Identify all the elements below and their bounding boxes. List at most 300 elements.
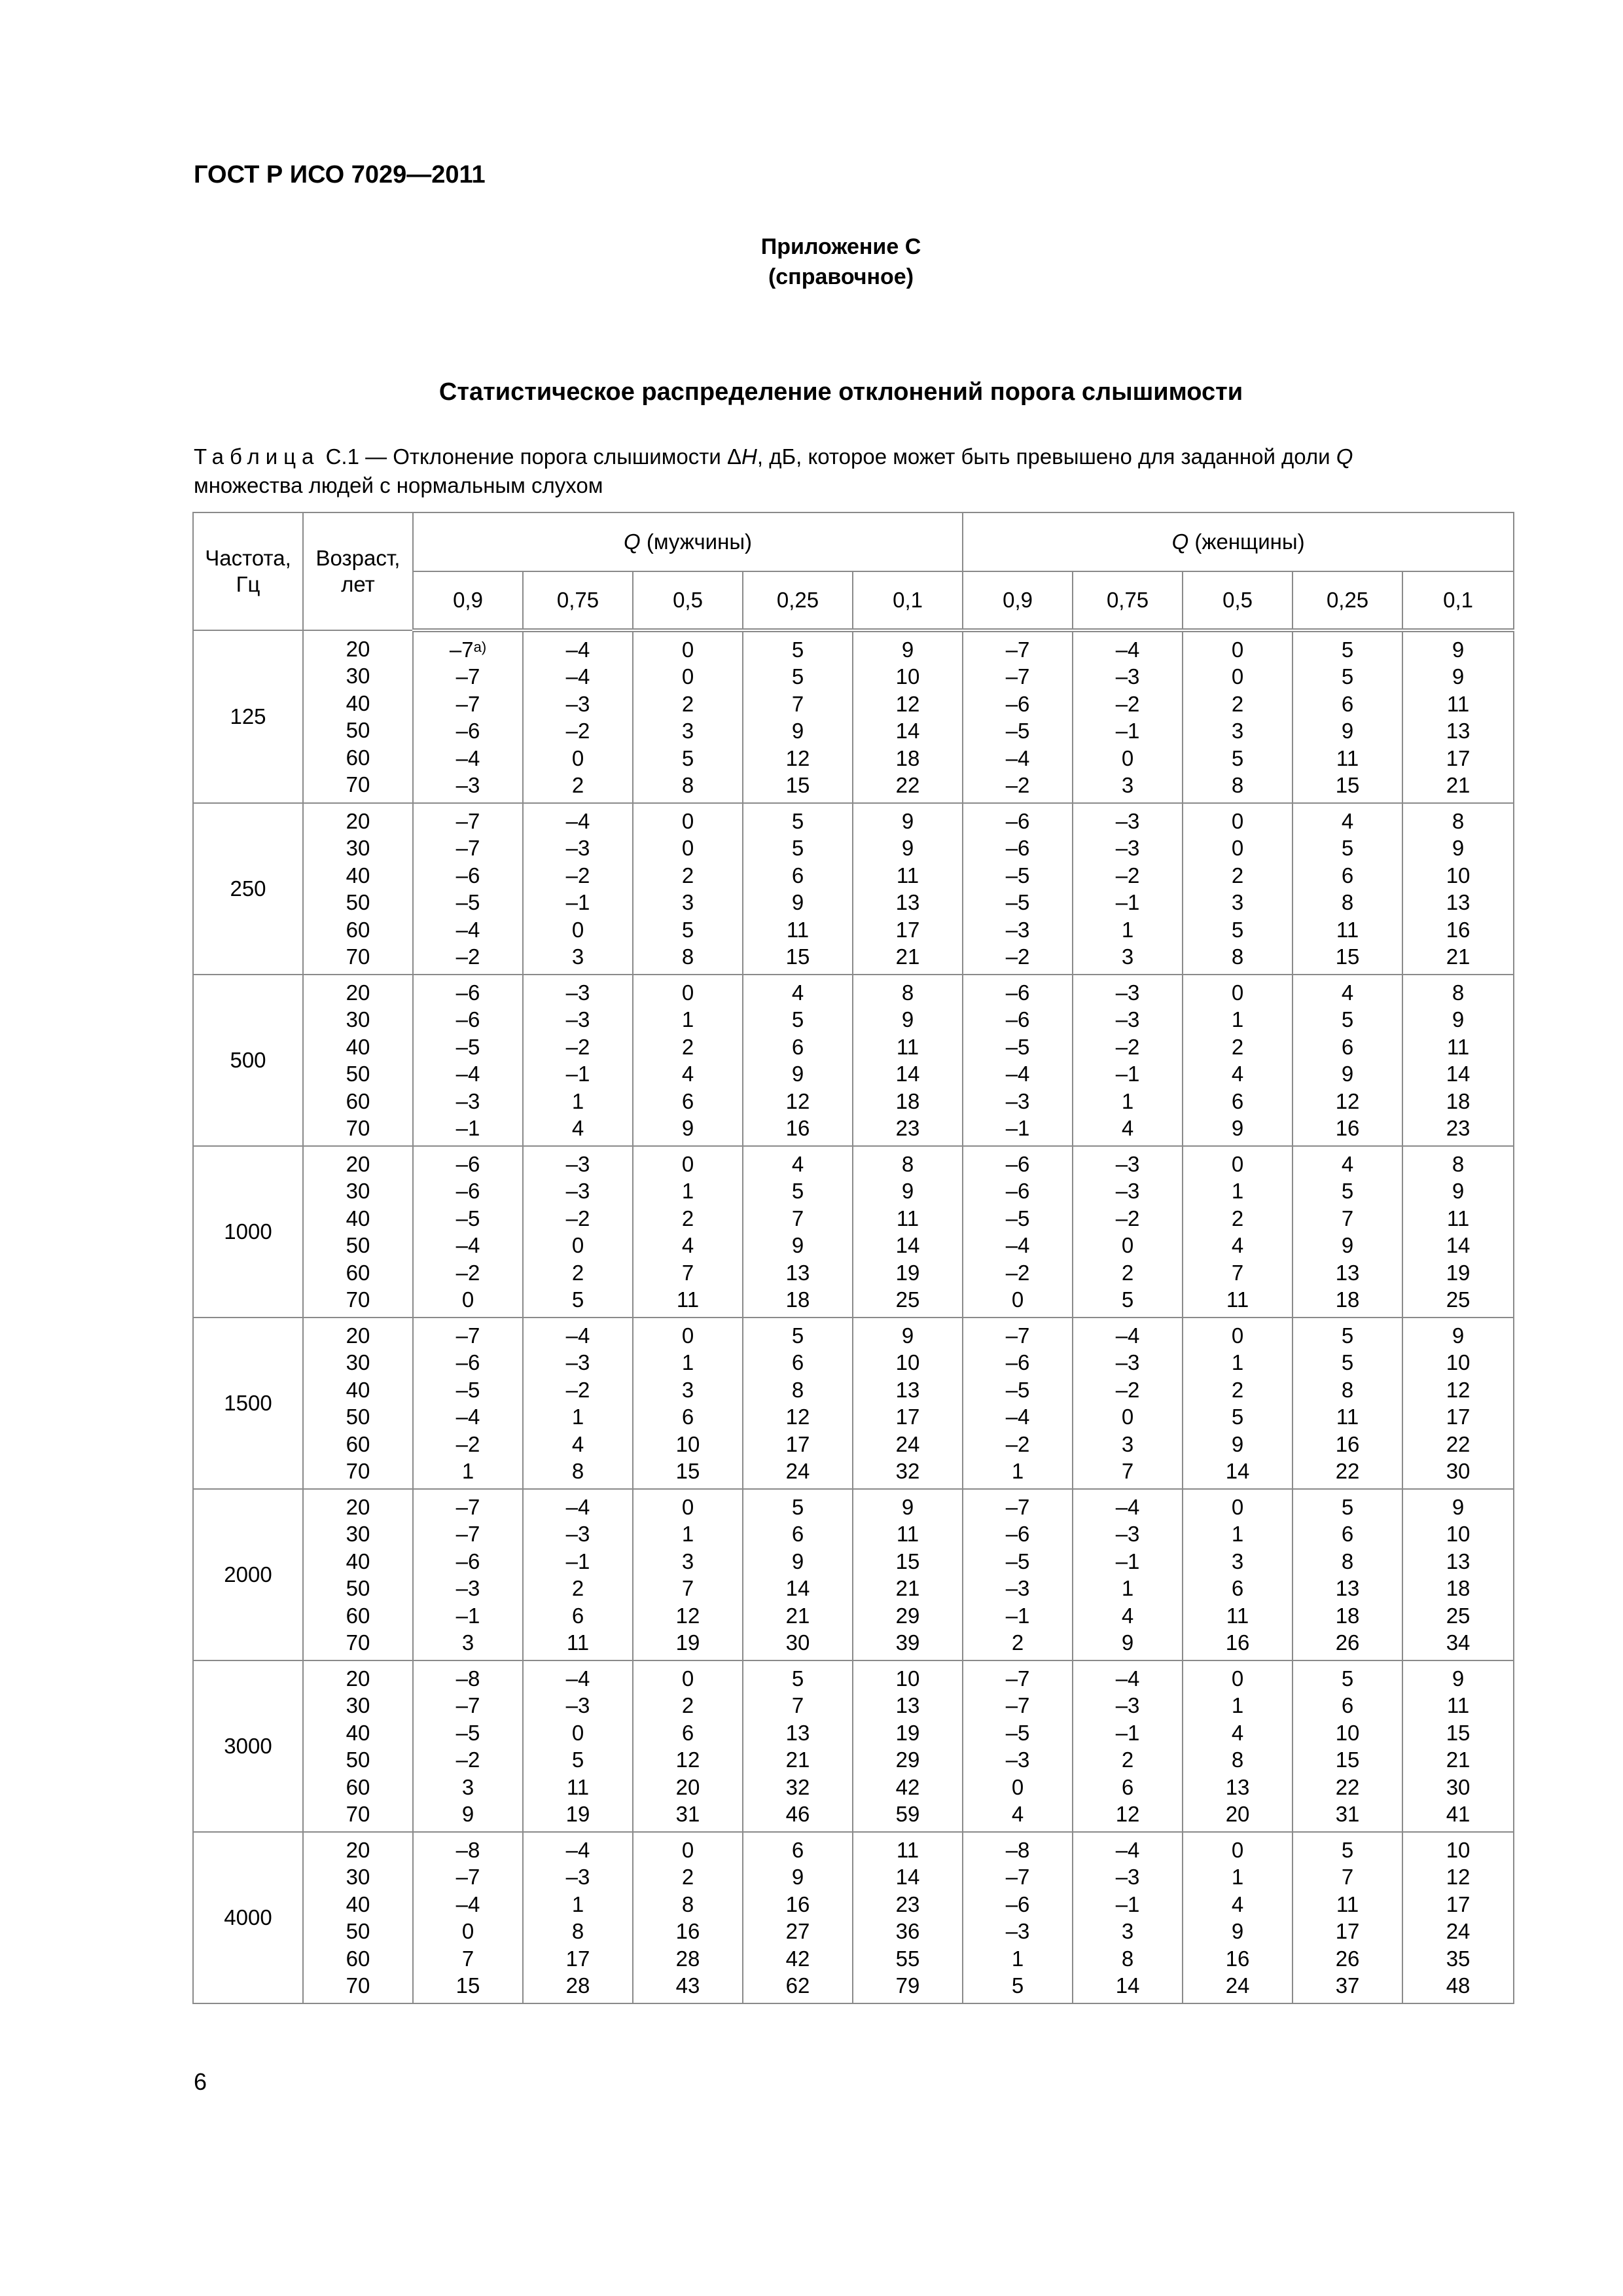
threshold-value: –3	[1115, 1865, 1140, 1889]
value-cell-women	[1073, 1489, 1183, 1660]
threshold-value: 30	[785, 1630, 810, 1655]
threshold-value: 6	[681, 1405, 694, 1429]
threshold-value: 1	[681, 1350, 694, 1374]
value-cell-men	[633, 1660, 743, 1832]
threshold-value: 12	[1335, 1088, 1360, 1113]
threshold-value: 6	[1341, 863, 1354, 888]
age-value: 20	[346, 1837, 370, 1862]
threshold-value: 14	[785, 1576, 810, 1600]
threshold-value: 2	[1231, 1377, 1244, 1402]
age-value: 50	[346, 1919, 370, 1943]
threshold-value: –3	[1115, 980, 1140, 1005]
threshold-value: 9	[681, 1116, 694, 1140]
threshold-value: –8	[455, 1666, 480, 1691]
value-cell-women	[1402, 975, 1514, 1146]
threshold-value: 5	[791, 664, 804, 689]
value-cell-men	[523, 630, 633, 803]
threshold-value: –6	[455, 980, 480, 1005]
threshold-value: –4	[565, 664, 590, 689]
threshold-value: 5	[1231, 745, 1244, 770]
threshold-value: 18	[785, 1287, 810, 1312]
threshold-value: 10	[1446, 1837, 1471, 1862]
threshold-value: 11	[896, 1837, 919, 1862]
age-value: 50	[346, 718, 370, 742]
threshold-value: 6	[791, 863, 804, 888]
threshold-value: 6	[681, 1720, 694, 1745]
threshold-value: 15	[895, 1549, 920, 1573]
age-value: 60	[346, 1946, 370, 1971]
threshold-value: 1	[1231, 1350, 1244, 1374]
age-value: 60	[346, 745, 370, 770]
threshold-value: 4	[1341, 1151, 1354, 1176]
threshold-value: 12	[675, 1748, 700, 1772]
threshold-value: 1	[1231, 1865, 1244, 1889]
threshold-value: 0	[1231, 664, 1244, 689]
age-value: 20	[346, 980, 370, 1005]
value-cell-women	[1073, 1832, 1183, 2003]
threshold-value: –3	[1005, 1088, 1030, 1113]
threshold-value: –5	[455, 1206, 480, 1230]
value-cell-women	[1402, 1318, 1514, 1489]
threshold-value: 5	[1341, 664, 1354, 689]
threshold-value: 34	[1446, 1630, 1471, 1655]
table-row	[193, 1146, 1514, 1318]
threshold-value: 6	[1341, 691, 1354, 716]
age-value: 50	[346, 890, 370, 914]
threshold-value: –1	[565, 1549, 590, 1573]
threshold-value: –4	[1115, 1323, 1140, 1348]
threshold-value: 32	[785, 1774, 810, 1799]
threshold-value: 0	[681, 1323, 694, 1348]
threshold-value: –2	[565, 863, 590, 888]
threshold-value: 6	[1341, 1522, 1354, 1546]
threshold-value: –3	[565, 1522, 590, 1546]
threshold-value: 17	[895, 1405, 920, 1429]
age-value: 70	[346, 1630, 370, 1655]
value-cell-men	[853, 803, 963, 975]
threshold-value: 17	[1446, 1405, 1471, 1429]
value-cell-women	[1183, 1318, 1293, 1489]
threshold-value: 6	[1341, 1034, 1354, 1059]
threshold-value: 16	[675, 1919, 700, 1943]
threshold-value: 8	[1452, 1151, 1465, 1176]
threshold-value: 20	[675, 1774, 700, 1799]
threshold-value: 0	[571, 1720, 584, 1745]
threshold-value: –4	[565, 808, 590, 833]
caption-label: Таблица	[194, 444, 320, 469]
threshold-value: 10	[895, 1350, 920, 1374]
value-cell-women	[1293, 803, 1402, 975]
frequency-cell: 1000	[193, 1146, 303, 1318]
threshold-value: –3	[1115, 836, 1140, 860]
threshold-value: 5	[791, 1007, 804, 1031]
threshold-value: –1	[455, 1116, 480, 1140]
threshold-value: 12	[785, 1405, 810, 1429]
frequency-cell: 1500	[193, 1318, 303, 1489]
threshold-value: 9	[1452, 1666, 1465, 1691]
value-cell-women	[1073, 803, 1183, 975]
threshold-value: 48	[1446, 1973, 1471, 1998]
threshold-value: 17	[895, 917, 920, 942]
threshold-value: 12	[1446, 1865, 1471, 1889]
threshold-value: 43	[675, 1973, 700, 1998]
threshold-value: 0	[1231, 637, 1244, 662]
value-cell-men	[413, 630, 523, 803]
value-cell-women	[1183, 803, 1293, 975]
threshold-value: 2	[571, 1260, 584, 1285]
threshold-value: –7	[455, 664, 480, 689]
threshold-value: 17	[1446, 745, 1471, 770]
frequency-cell: 2000	[193, 1489, 303, 1660]
threshold-value: –2	[1115, 1034, 1140, 1059]
threshold-value: 15	[785, 773, 810, 797]
threshold-value: 17	[565, 1946, 590, 1971]
threshold-value: –1	[1115, 1062, 1140, 1086]
age-cell	[303, 630, 413, 803]
threshold-value: –7	[455, 1323, 480, 1348]
age-value: 60	[346, 1774, 370, 1799]
threshold-value: 7	[791, 1693, 804, 1717]
threshold-value: 11	[896, 863, 919, 888]
threshold-value: 10	[1446, 1350, 1471, 1374]
threshold-value: 29	[895, 1603, 920, 1628]
threshold-value: 0	[1011, 1774, 1024, 1799]
threshold-value: –8	[1005, 1837, 1030, 1862]
age-value: 50	[346, 1748, 370, 1772]
threshold-value: 7	[1341, 1206, 1354, 1230]
threshold-value: 11	[1446, 1693, 1470, 1717]
threshold-value: 10	[675, 1431, 700, 1456]
threshold-value: 4	[1231, 1233, 1244, 1257]
threshold-value: 21	[895, 944, 920, 969]
threshold-value: 13	[1446, 1549, 1471, 1573]
threshold-value: 7	[681, 1576, 694, 1600]
q-level-women-2: 0,5	[1183, 571, 1293, 630]
threshold-value: –5	[455, 1377, 480, 1402]
threshold-value: 11	[1226, 1603, 1249, 1628]
threshold-value: 5	[1231, 917, 1244, 942]
threshold-value: 22	[1335, 1459, 1360, 1483]
header-q-men: Q (мужчины)	[413, 512, 963, 571]
value-cell-men	[743, 1318, 853, 1489]
threshold-value: 26	[1335, 1630, 1360, 1655]
threshold-value: 5	[791, 808, 804, 833]
value-cell-women	[1183, 1660, 1293, 1832]
threshold-value: 0	[1231, 1837, 1244, 1862]
threshold-value: 8	[1452, 980, 1465, 1005]
age-cell	[303, 1660, 413, 1832]
table-row	[193, 803, 1514, 975]
threshold-value: –3	[565, 1151, 590, 1176]
threshold-value: 5	[1341, 1323, 1354, 1348]
threshold-value: –3	[565, 980, 590, 1005]
threshold-value: –2	[565, 1377, 590, 1402]
threshold-value: 7	[1231, 1260, 1244, 1285]
value-cell-men	[523, 975, 633, 1146]
age-value: 60	[346, 1431, 370, 1456]
threshold-value: 1	[461, 1459, 474, 1483]
value-cell-men	[853, 1489, 963, 1660]
threshold-value: –4	[455, 745, 480, 770]
threshold-value: 3	[1121, 773, 1134, 797]
age-cell	[303, 975, 413, 1146]
threshold-value: 2	[681, 691, 694, 716]
threshold-value: 9	[1452, 1323, 1465, 1348]
threshold-value: –4	[1005, 745, 1030, 770]
q-level-men-2: 0,5	[633, 571, 743, 630]
value-cell-women	[1073, 975, 1183, 1146]
age-value: 30	[346, 1693, 370, 1717]
age-value: 40	[346, 1720, 370, 1745]
threshold-value: 26	[1335, 1946, 1360, 1971]
threshold-value: 14	[1446, 1233, 1471, 1257]
threshold-value: 31	[675, 1802, 700, 1826]
threshold-value: 0	[571, 1233, 584, 1257]
age-value: 70	[346, 1802, 370, 1826]
value-cell-women	[1402, 1146, 1514, 1318]
table-row	[193, 630, 1514, 803]
table-row	[193, 1318, 1514, 1489]
threshold-value: –2	[565, 719, 590, 743]
threshold-value: 7	[461, 1946, 474, 1971]
threshold-value: 4	[681, 1062, 694, 1086]
threshold-value: 8	[1121, 1946, 1134, 1971]
threshold-value: –1	[565, 1062, 590, 1086]
table-row	[193, 975, 1514, 1146]
threshold-value: 4	[1341, 980, 1354, 1005]
threshold-value: 0	[461, 1919, 474, 1943]
threshold-value: –2	[1005, 1260, 1030, 1285]
value-cell-men	[413, 975, 523, 1146]
threshold-value: 13	[785, 1260, 810, 1285]
threshold-value: 1	[681, 1179, 694, 1203]
threshold-value: 19	[565, 1802, 590, 1826]
q-level-men-4: 0,1	[853, 571, 963, 630]
value-cell-women	[963, 1832, 1073, 2003]
age-value: 60	[346, 917, 370, 942]
threshold-value: –5	[1005, 1206, 1030, 1230]
threshold-value: –2	[565, 1206, 590, 1230]
threshold-value: 5	[791, 1179, 804, 1203]
threshold-value: –4	[565, 1837, 590, 1862]
age-value: 20	[346, 1151, 370, 1176]
threshold-value: 4	[1341, 808, 1354, 833]
threshold-value: 1	[681, 1522, 694, 1546]
value-cell-women	[1183, 1489, 1293, 1660]
threshold-value: –7	[455, 1693, 480, 1717]
q-level-men-1: 0,75	[523, 571, 633, 630]
age-value: 40	[346, 1549, 370, 1573]
threshold-value: 2	[1231, 691, 1244, 716]
threshold-value: 0	[571, 917, 584, 942]
threshold-value: 10	[1446, 1522, 1471, 1546]
threshold-value: –4	[565, 1323, 590, 1348]
threshold-value: 0	[1121, 745, 1134, 770]
threshold-value: 5	[1341, 836, 1354, 860]
threshold-value: 5	[681, 917, 694, 942]
threshold-value: 28	[565, 1973, 590, 1998]
threshold-value: –2	[1115, 1206, 1140, 1230]
threshold-value: –4	[1005, 1233, 1030, 1257]
threshold-value: 0	[681, 980, 694, 1005]
threshold-value: 9	[1341, 719, 1354, 743]
threshold-value: 18	[1335, 1603, 1360, 1628]
threshold-value: 11	[1336, 745, 1359, 770]
value-cell-men	[743, 1489, 853, 1660]
value-cell-women	[1183, 1146, 1293, 1318]
threshold-value: 4	[791, 1151, 804, 1176]
threshold-value: –7	[1005, 664, 1030, 689]
threshold-value: 79	[895, 1973, 920, 1998]
threshold-value: 3	[1231, 719, 1244, 743]
threshold-value: 22	[895, 773, 920, 797]
value-cell-men	[523, 1489, 633, 1660]
threshold-value: 39	[895, 1630, 920, 1655]
value-cell-men	[523, 1318, 633, 1489]
hearing-threshold-table	[192, 512, 1514, 2004]
threshold-value: 8	[681, 773, 694, 797]
threshold-value: 8	[1231, 1748, 1244, 1772]
threshold-value: 3	[1121, 1919, 1134, 1943]
threshold-value: 9	[901, 808, 914, 833]
value-cell-women	[1293, 1660, 1402, 1832]
threshold-value: 14	[895, 719, 920, 743]
threshold-value: 1	[1231, 1007, 1244, 1031]
threshold-value: –3	[1005, 1919, 1030, 1943]
value-cell-men	[743, 803, 853, 975]
threshold-value: 17	[785, 1431, 810, 1456]
threshold-value: 1	[1011, 1459, 1024, 1483]
threshold-value: 0	[681, 808, 694, 833]
threshold-value: 11	[1226, 1287, 1249, 1312]
threshold-value: 6	[791, 1350, 804, 1374]
threshold-value: 0	[461, 1287, 474, 1312]
age-value: 40	[346, 1206, 370, 1230]
threshold-value: 9	[901, 1007, 914, 1031]
threshold-value: 16	[785, 1116, 810, 1140]
threshold-value: –7	[455, 1865, 480, 1889]
age-cell	[303, 1832, 413, 2003]
threshold-value: 5	[1341, 1837, 1354, 1862]
threshold-value: 12	[675, 1603, 700, 1628]
threshold-value: –2	[1005, 773, 1030, 797]
threshold-value: –1	[1115, 1720, 1140, 1745]
header-frequency: Частота, Гц	[193, 512, 303, 630]
threshold-value: 9	[791, 1865, 804, 1889]
threshold-value: 31	[1335, 1802, 1360, 1826]
threshold-value: 5	[1341, 1494, 1354, 1519]
threshold-value: 5	[791, 1323, 804, 1348]
threshold-value: 16	[785, 1892, 810, 1916]
table-row	[193, 1832, 1514, 2003]
threshold-value: 2	[1231, 863, 1244, 888]
threshold-value: –1	[1115, 719, 1140, 743]
threshold-value: 0	[1231, 1323, 1244, 1348]
age-value: 30	[346, 1865, 370, 1889]
age-value: 40	[346, 691, 370, 715]
value-cell-men	[853, 1318, 963, 1489]
value-cell-men	[523, 1146, 633, 1318]
threshold-value: $-7^{а)}$	[449, 637, 487, 662]
threshold-value: 9	[901, 836, 914, 860]
q-level-women-0: 0,9	[963, 571, 1073, 630]
threshold-value: 28	[675, 1946, 700, 1971]
value-cell-women	[1183, 1832, 1293, 2003]
threshold-value: 9	[1452, 1494, 1465, 1519]
threshold-value: 0	[681, 1494, 694, 1519]
threshold-value: –5	[1005, 1034, 1030, 1059]
age-value: 50	[346, 1576, 370, 1600]
threshold-value: 9	[1121, 1630, 1134, 1655]
threshold-value: 11	[1336, 1405, 1359, 1429]
threshold-value: 4	[1011, 1802, 1024, 1826]
threshold-value: 6	[791, 1837, 804, 1862]
value-cell-women	[1402, 1832, 1514, 2003]
threshold-value: 13	[1446, 719, 1471, 743]
threshold-value: 13	[1446, 890, 1471, 914]
threshold-value: –7	[455, 808, 480, 833]
threshold-value: –4	[455, 1233, 480, 1257]
threshold-value: 20	[1225, 1802, 1250, 1826]
threshold-value: 13	[1335, 1576, 1360, 1600]
value-cell-men	[853, 1660, 963, 1832]
threshold-value: 2	[1121, 1748, 1134, 1772]
threshold-value: 6	[1231, 1576, 1244, 1600]
threshold-value: 11	[896, 1522, 919, 1546]
threshold-value: 6	[1231, 1088, 1244, 1113]
value-cell-women	[963, 1146, 1073, 1318]
threshold-value: 6	[1121, 1774, 1134, 1799]
threshold-value: 13	[1335, 1260, 1360, 1285]
value-cell-men	[413, 803, 523, 975]
age-value: 60	[346, 1260, 370, 1285]
frequency-cell: 250	[193, 803, 303, 975]
annex-status: (справочное)	[768, 264, 914, 289]
threshold-value: 1	[1231, 1522, 1244, 1546]
threshold-value: 55	[895, 1946, 920, 1971]
threshold-value: 11	[1336, 917, 1359, 942]
threshold-value: 5	[1121, 1287, 1134, 1312]
threshold-value: –3	[565, 691, 590, 716]
frequency-cell: 500	[193, 975, 303, 1146]
threshold-value: –4	[1005, 1405, 1030, 1429]
threshold-value: –4	[565, 637, 590, 662]
value-cell-women	[1402, 630, 1514, 803]
threshold-value: 8	[1341, 890, 1354, 914]
threshold-value: –3	[455, 1088, 480, 1113]
threshold-value: 17	[1335, 1919, 1360, 1943]
threshold-value: 3	[681, 719, 694, 743]
threshold-value: –3	[1005, 1576, 1030, 1600]
age-value: 30	[346, 836, 370, 860]
age-value: 30	[346, 1007, 370, 1031]
threshold-value: –2	[455, 1431, 480, 1456]
threshold-value: 3	[461, 1774, 474, 1799]
threshold-value: 14	[895, 1233, 920, 1257]
threshold-value: 7	[1341, 1865, 1354, 1889]
threshold-value: 21	[1446, 944, 1471, 969]
threshold-value: 2	[681, 1865, 694, 1889]
threshold-value: 0	[1121, 1405, 1134, 1429]
threshold-value: –4	[1115, 1666, 1140, 1691]
threshold-value: 5	[791, 836, 804, 860]
threshold-value: 59	[895, 1802, 920, 1826]
value-cell-women	[1293, 1146, 1402, 1318]
threshold-value: –7	[1005, 1323, 1030, 1348]
threshold-value: 9	[791, 719, 804, 743]
standard-designation: ГОСТ Р ИСО 7029—2011	[194, 161, 486, 188]
threshold-value: 9	[1231, 1116, 1244, 1140]
